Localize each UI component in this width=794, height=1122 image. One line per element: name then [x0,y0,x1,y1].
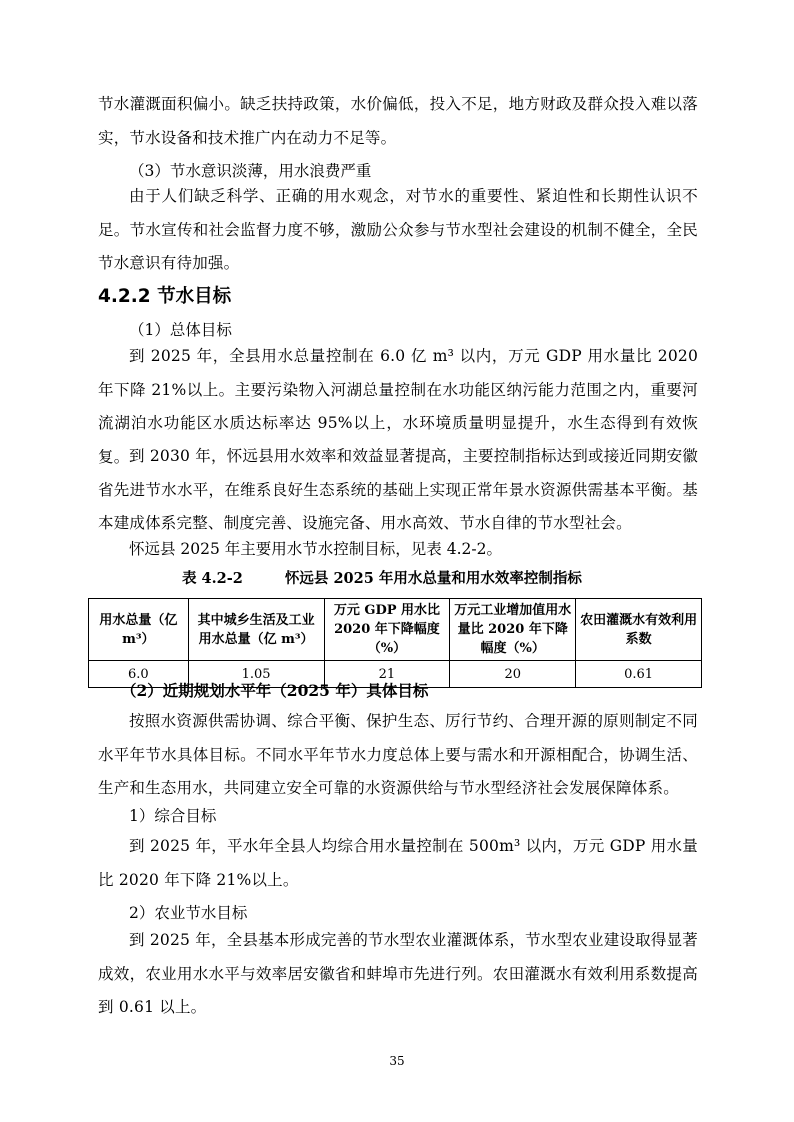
table-header-cell: 用水总量（亿 m³） [89,599,189,661]
page-number: 35 [389,1054,405,1068]
paragraph-awareness: 由于人们缺乏科学、正确的用水观念，对节水的重要性、紧迫性和长期性认识不足。节水宣传和社会监督力度不够，激励公众参与节水型社会建设的机制不健全，全民节水意识有待加强。 [98,187,698,272]
subheading-comprehensive-goal: 1）综合目标 [129,807,217,825]
table-caption-title: 怀远县 2025 年用水总量和用水效率控制指标 [284,570,582,587]
table-cell: 6.0 [89,661,189,688]
table-header-cell: 万元工业增加值用水量比 2020 年下降幅度（%） [450,599,576,661]
paragraph-comprehensive-goal: 到 2025 年，平水年全县人均综合用水量控制在 500m³ 以内，万元 GDP 用水量比 2020 年下降 21%以上。 [98,837,698,889]
subheading-water-awareness: （3）节水意识淡薄，用水浪费严重 [129,162,372,180]
control-targets-table [88,598,702,688]
table-caption-number: 表 4.2-2 [182,570,243,587]
table-cell: 20 [450,661,576,688]
table-header-row [89,599,702,661]
paragraph-2025-goal: 到 2025 年，全县用水总量控制在 6.0 亿 m³ 以内，万元 GDP 用水量比 2020 年下降 21%以上。主要污染物入河湖总量控制在水功能区纳污能力范围之内，重要河流湖泊水功能区水质达标率达 95%以上，水环境质量明显提升，水生态得到有效恢复。 [98,347,698,466]
table-header-cell: 其中城乡生活及工业用水总量（亿 m³） [188,599,324,661]
table-header-cell: 万元 GDP 用水比 2020 年下降幅度（%） [324,599,450,661]
paragraph-continued: 节水灌溉面积偏小。缺乏扶持政策，水价偏低，投入不足，地方财政及群众投入难以落实，节水设备和技术推广内在动力不足等。 [98,95,698,147]
section-heading: 4.2.2 节水目标 [98,286,232,307]
subheading-agricultural-goal: 2）农业节水目标 [129,904,248,922]
table-cell: 21 [324,661,450,688]
paragraph-agricultural-goal: 到 2025 年，全县基本形成完善的节水型农业灌溉体系，节水型农业建设取得显著成效，农业用水水平与效率居安徽省和蚌埠市先进行列。农田灌溉水有效利用系数提高到 0.61 以上。 [98,931,698,1016]
table-reference-text: 怀远县 2025 年主要用水节水控制目标，见表 4.2-2。 [129,540,502,558]
subheading-near-term-goal: （2）近期规划水平年（2025 年）具体目标 [121,681,429,700]
subheading-overall-goal: （1）总体目标 [129,321,232,339]
paragraph-2030-goal: 到 2030 年，怀远县用水效率和效益显著提高，主要控制指标达到或接近同期安徽省先进节水水平，在维系良好生态系统的基础上实现正常年景水资源供需基本平衡。基本建成体系完整、制度完善、设施完备、用水高效、节水自律的节水型社会。 [98,447,698,532]
table-cell: 0.61 [576,661,702,688]
table-header-cell: 农田灌溉水有效利用系数 [576,599,702,661]
table-cell: 1.05 [188,661,324,688]
paragraph-principles: 按照水资源供需协调、综合平衡、保护生态、厉行节约、合理开源的原则制定不同水平年节水具体目标。不同水平年节水力度总体上要与需水和开源相配合，协调生活、生产和生态用水，共同建立安全可靠的水资源供给与节水型经济社会发展保障体系。 [98,712,698,797]
table-caption [182,567,582,588]
